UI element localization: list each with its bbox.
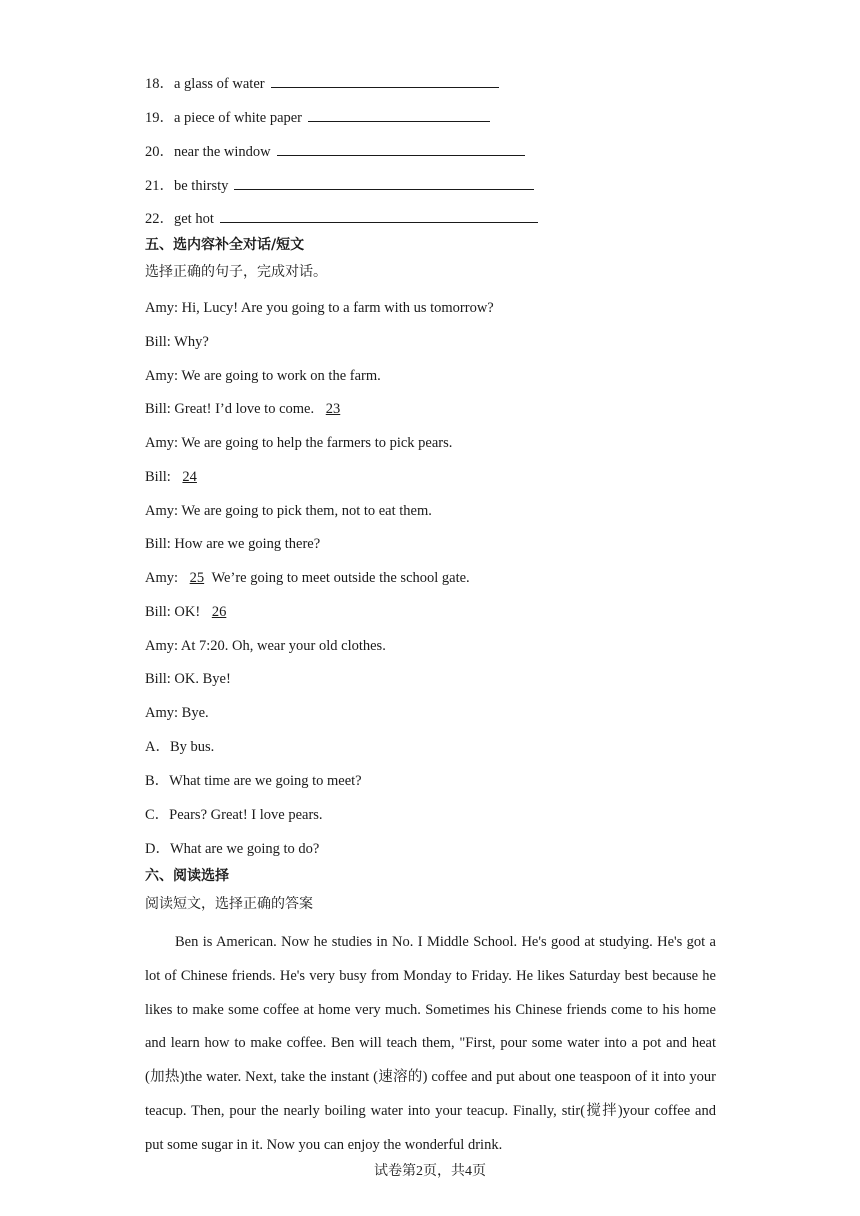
page-footer: 试卷第2页，共4页 [374, 1164, 486, 1179]
dialogue-line [145, 568, 470, 588]
option-d: D．What are we going to do? [145, 841, 320, 857]
vocab-item-18 [145, 73, 499, 94]
blank-26: 26 [211, 604, 227, 620]
item-number: 20． [145, 144, 174, 160]
dialogue-line: Amy: Bye. [145, 705, 209, 721]
reading-passage: Ben is American. Now he studies in No. I Middle School. He's good at studying. He's got a lot of Chinese friends. He's very busy from Monday to Friday. He likes Saturday best because he likes to make some coffee at home very much. Sometimes his Chinese friends come to his home and learn how to make coffee. Ben will teach them, "First, pour some water into a pot and heat (加热)the water. Next, take the instant (速溶的) coffee and put about one teaspoon of it into your teacup. Then, pour the nearly boiling water into your teacup. Finally, stir(搅拌)your coffee and put some sugar in it. Now you can enjoy the wonderful drink. [145, 934, 716, 1153]
vocab-item-21 [145, 175, 534, 196]
dialogue-text: Bill: [145, 469, 171, 485]
dialogue-line [145, 467, 201, 487]
answer-blank [308, 107, 490, 122]
answer-blank [234, 175, 534, 190]
blank-24: 24 [182, 469, 197, 485]
dialogue-line: Amy: We are going to pick them, not to eat them. [145, 503, 432, 519]
dialogue-text-after: We’re going to meet outside the school gate. [211, 570, 470, 586]
item-text: a piece of white paper [174, 110, 303, 126]
vocab-item-20 [145, 141, 525, 162]
dialogue-line [145, 602, 230, 622]
item-number: 22． [145, 211, 174, 227]
item-text: be thirsty [174, 178, 229, 194]
vocab-item-22 [145, 208, 538, 229]
dialogue-line: Bill: How are we going there? [145, 536, 321, 552]
answer-blank [271, 73, 499, 88]
dialogue-line: Amy: At 7:20. Oh, wear your old clothes. [145, 638, 386, 654]
answer-blank [277, 141, 525, 156]
dialogue-line: Amy: We are going to work on the farm. [145, 368, 381, 384]
dialogue-line: Bill: Why? [145, 334, 209, 350]
option-a: A．By bus. [145, 739, 215, 755]
dialogue-text: Amy: [145, 570, 179, 586]
dialogue-line: Amy: We are going to help the farmers to pick pears. [145, 435, 453, 451]
item-text: get hot [174, 211, 214, 227]
item-text: near the window [174, 144, 271, 160]
option-b: B．What time are we going to meet? [145, 773, 362, 789]
dialogue-line: Bill: OK. Bye! [145, 671, 231, 687]
section-6-instruction: 阅读短文，选择正确的答案 [145, 896, 313, 912]
dialogue-text: Bill: OK! [145, 604, 201, 620]
dialogue-line: Amy: Hi, Lucy! Are you going to a farm with us tomorrow? [145, 300, 494, 316]
dialogue-text: Bill: Great! I’d love to come. [145, 401, 315, 417]
blank-25: 25 [189, 570, 205, 586]
option-c: C．Pears? Great! I love pears. [145, 807, 323, 823]
blank-23: 23 [325, 401, 341, 417]
section-5-title: 五、选内容补全对话/短文 [145, 237, 305, 253]
item-number: 19． [145, 110, 174, 126]
item-text: a glass of water [174, 76, 265, 92]
section-5-instruction: 选择正确的句子，完成对话。 [145, 264, 327, 280]
answer-blank [220, 208, 538, 223]
item-number: 18． [145, 76, 174, 92]
item-number: 21． [145, 178, 174, 194]
section-6-title: 六、阅读选择 [145, 868, 229, 884]
vocab-item-19 [145, 107, 490, 128]
dialogue-line [145, 399, 344, 419]
